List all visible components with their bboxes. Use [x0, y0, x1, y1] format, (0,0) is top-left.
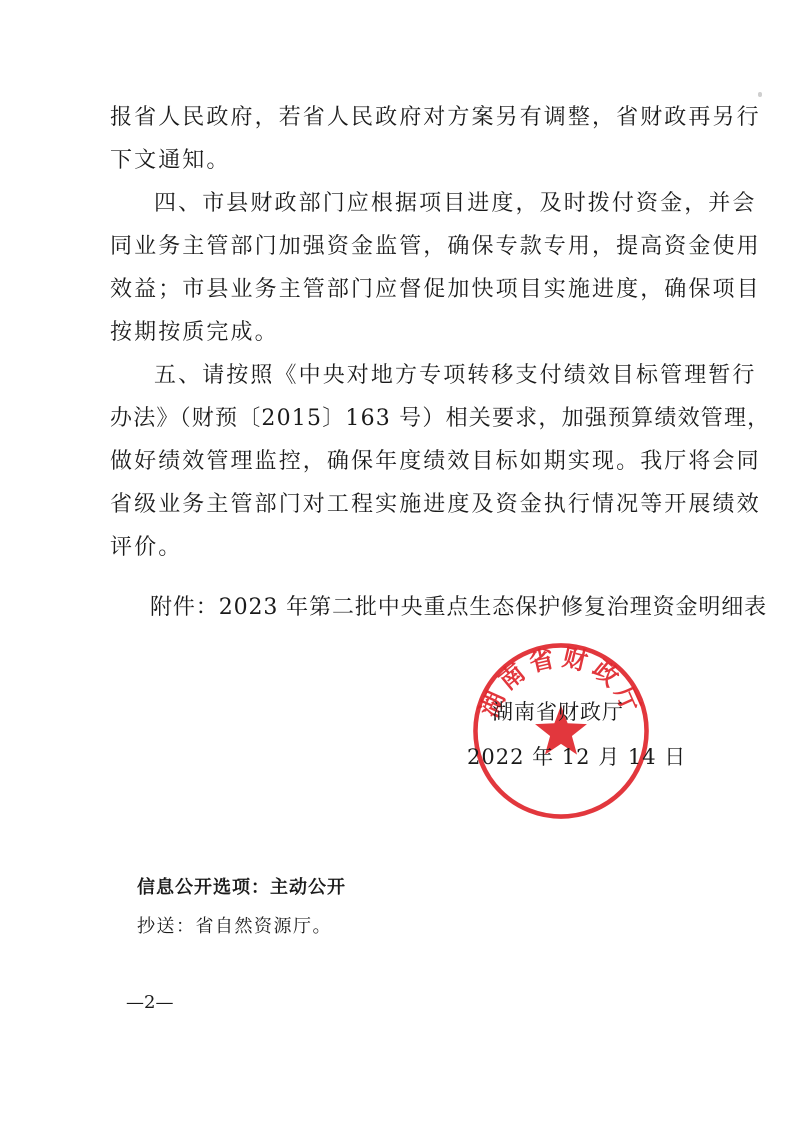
body-line-7: 五、请按照《中央对地方专项转移支付绩效目标管理暂行	[154, 363, 757, 388]
page-number: —2—	[126, 992, 174, 1013]
official-seal	[470, 640, 652, 822]
signature-date: 2022 年 12 月 14 日	[467, 745, 687, 769]
body-line-2: 下文通知。	[110, 148, 231, 173]
body-line-5: 效益；市县业务主管部门应督促加快项目实施进度，确保项目	[110, 277, 761, 302]
scan-speck	[758, 92, 762, 97]
body-line-1: 报省人民政府，若省人民政府对方案另有调整，省财政再另行	[110, 105, 761, 130]
attachment-note: 附件：2023 年第二批中央重点生态保护修复治理资金明细表	[150, 595, 768, 620]
body-line-11: 评价。	[110, 535, 183, 560]
body-line-9: 做好绩效管理监控，确保年度绩效目标如期实现。我厅将会同	[110, 449, 761, 474]
body-line-4: 同业务主管部门加强资金监管，确保专款专用，提高资金使用	[110, 234, 761, 259]
signature-org: 湖南省财政厅	[492, 700, 624, 724]
cc-line: 抄送：省自然资源厅。	[137, 916, 332, 937]
info-disclosure: 信息公开选项：主动公开	[137, 877, 346, 898]
body-line-10: 省级业务主管部门对工程实施进度及资金执行情况等开展绩效	[110, 492, 761, 517]
body-line-6: 按期按质完成。	[110, 320, 279, 345]
seal-text: 湖南省财政厅	[474, 642, 648, 722]
body-line-8: 办法》（财预〔2015〕163 号）相关要求，加强预算绩效管理，	[110, 406, 771, 431]
body-line-3: 四、市县财政部门应根据项目进度，及时拨付资金，并会	[154, 191, 757, 216]
